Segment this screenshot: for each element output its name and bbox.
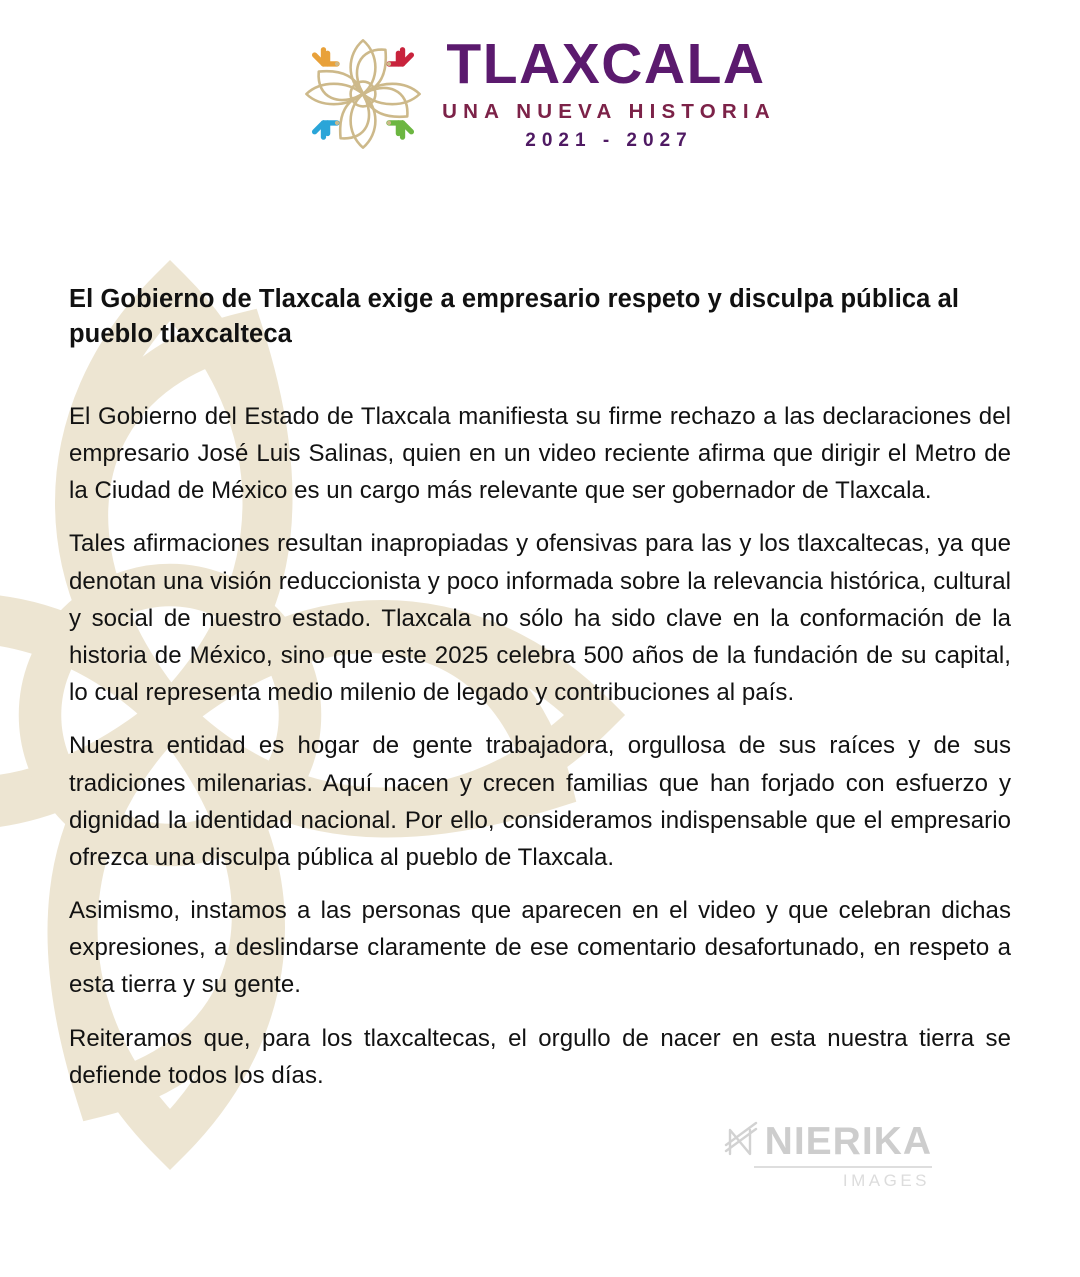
red-accent <box>389 50 411 64</box>
page-title: El Gobierno de Tlaxcala exige a empresario respeto y disculpa pública al pueblo tlaxcalteca <box>69 285 960 348</box>
blue-accent <box>315 123 337 137</box>
paragraph-5: Reiteramos que, para los tlaxcaltecas, el orgullo de nacer en esta nuestra tierra se defiende todos los días. <box>69 1024 1011 1089</box>
nierika-n-slash-icon <box>723 1121 763 1161</box>
agency-subtitle: IMAGES <box>842 1171 930 1190</box>
orange-accent <box>315 50 337 64</box>
paragraph-1: El Gobierno del Estado de Tlaxcala manifiesta su firme rechazo a las declaraciones del empresario José Luis Salinas, quien en un video reciente afirma que dirigir el Metro de la Ciudad de México es un cargo más relevante que ser gobernador de Tlaxcala. <box>69 402 1011 505</box>
agency-name: NIERIKA <box>764 1119 932 1163</box>
paragraph-3: Nuestra entidad es hogar de gente trabajadora, orgullosa de sus raíces y de sus tradiciones milenarias. Aquí nacen y crecen familias que han forjado con esfuerzo y dignidad la identidad nacional. Por ello, consideramos indispensable que el empresario ofrezca una disculpa pública al pueblo de Tlaxcala. <box>69 732 1011 871</box>
paragraph-4: Asimismo, instamos a las personas que aparecen en el video y que celebran dichas expresiones, a deslindarse claramente de ese comentario desafortunado, en respeto a esta tierra y su gente. <box>69 897 1011 999</box>
agency-mark-row <box>723 1121 932 1161</box>
tlaxcala-floral-emblem-icon <box>304 33 422 155</box>
green-accent <box>389 123 411 137</box>
agency-watermark <box>723 1121 932 1189</box>
brand-name: TLAXCALA <box>446 32 766 97</box>
brand-tagline: UNA NUEVA HISTORIA <box>442 100 776 124</box>
press-release-body <box>69 154 1011 1094</box>
agency-divider <box>754 1166 932 1168</box>
wordmark <box>436 32 776 152</box>
brand-header <box>0 0 1080 154</box>
brand-years: 2021 - 2027 <box>525 129 693 151</box>
paragraph-2: Tales afirmaciones resultan inapropiadas y ofensivas para las y los tlaxcaltecas, ya que denotan una visión reduccionista y poco informada sobre la relevancia histórica, cultural y social de nuestro estado. Tlaxcala no sólo ha sido clave en la conformación de la historia de México, sino que este 2025 celebra 500 años de la fundación de su capital, lo cual representa medio milenio de legado y contribuciones al país. <box>69 530 1011 707</box>
